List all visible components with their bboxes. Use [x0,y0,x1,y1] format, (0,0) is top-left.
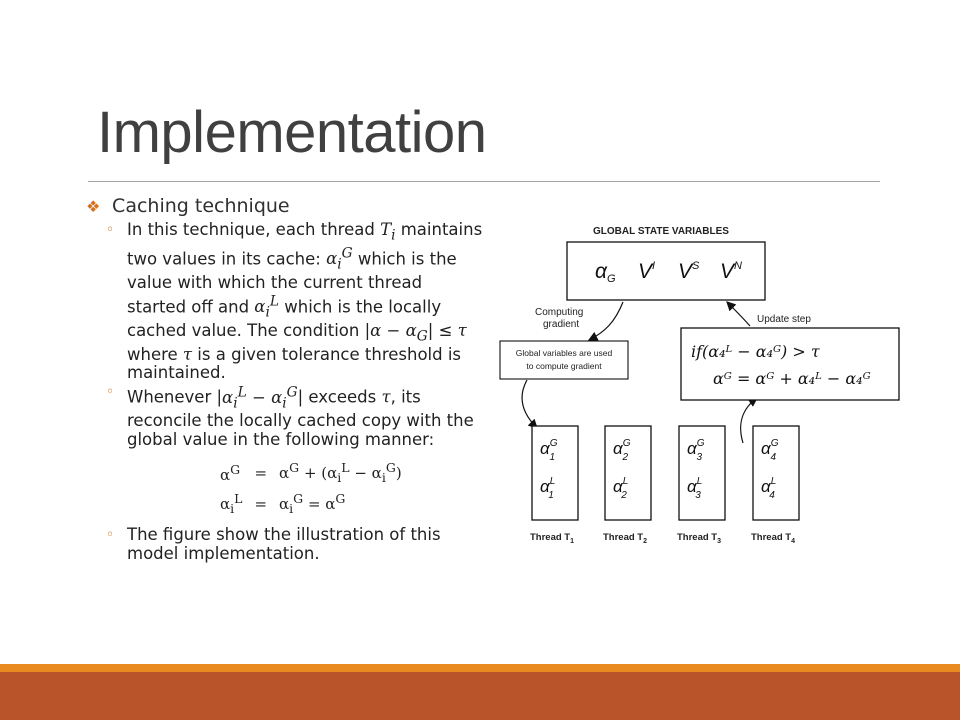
thread-1-alpha-g: $\alpha^G$ 1 [540,438,558,463]
eq2-lhs: $\alpha_i^L$ [220,491,243,516]
sub-bullet-2-text: Whenever $|\alpha_i^L - \alpha_i^G|$ exceeds τ, its reconcile the locally cached copy with the global value in the following manner: [127,384,474,449]
thread-4-alpha-g: $\alpha^G$ 4 [761,438,779,463]
gradient-info-line1: Global variables are used [515,348,613,358]
equation-row-1 [220,457,414,488]
update-rule-text: αᴳ = αᴳ + α₄ᴸ − α₄ᴳ [713,369,871,388]
thread-1 [532,426,578,520]
update-condition-text: if(α₄ᴸ − α₄ᴳ) > τ [691,342,820,361]
thread-3-alpha-g: $\alpha^G$ 3 [687,438,705,463]
thread-1-alpha-l: $\alpha^L$ 1 [540,476,556,501]
thread-3-alpha-l: $\alpha^L$ 3 [687,476,703,501]
computing-label-line2: gradient [543,319,580,330]
thread-2 [605,426,651,520]
sub-bullet-1-text: In this technique, each thread $T_i$ maintains two values in its cache: $\alpha_i^G$ which is the value with which the current thread started off and $\alpha_i^L$ which is the locally cached value. The condition $|\alpha - \alpha_G| \le \tau$ where τ is a given tolerance threshold is maintained. [127,220,483,383]
bullet-caching-technique [86,195,290,218]
reconcile-equations [220,457,414,519]
eq1-op: = [254,463,268,482]
equation-row-2 [220,488,414,519]
thread-2-label: Thread $T_2$ [603,532,648,545]
sub-bullet-3 [106,526,486,563]
bullet-text: Caching technique [112,195,290,217]
eq1-lhs: $\alpha^G$ [220,461,241,484]
thread-1-label: Thread $T_1$ [530,532,575,545]
circle-bullet-icon: ◦ [106,527,115,543]
update-step-arrow [727,302,750,326]
gradient-info-line2: to compute gradient [526,361,602,371]
update-condition-box [681,328,899,400]
eq2-op: = [254,494,268,513]
circle-bullet-icon: ◦ [106,384,115,400]
global-var-alpha-g: αG [595,260,616,285]
thread-3-label: Thread $T_3$ [677,532,722,545]
global-var-vi: $V^I$ [638,260,656,283]
thread-4 [753,426,799,520]
global-state-title: GLOBAL STATE VARIABLES [593,226,729,237]
slide-title: Implementation [97,100,487,165]
thread-2-alpha-l: $\alpha^L$ 2 [613,476,629,501]
global-var-vn: $V^N$ [720,260,742,283]
update-step-label: Update step [757,314,811,325]
thread-3 [679,426,725,520]
cache-model-figure [495,218,905,558]
gradient-to-thread-arrow [522,380,537,428]
sub-bullet-2 [106,383,486,449]
circle-bullet-icon: ◦ [106,222,115,238]
global-var-vs: $V^S$ [678,260,700,283]
footer-bar [0,672,960,720]
sub-bullet-3-text: The figure show the illustration of this model implementation. [127,525,441,563]
thread-4-alpha-l: $\alpha^L$ 4 [761,476,777,501]
title-divider [88,181,880,182]
eq1-rhs: $\alpha^G + (\alpha_i^L - \alpha_i^G)$ [279,460,402,485]
thread-2-alpha-g: $\alpha^G$ 2 [613,438,631,463]
computing-label-line1: Computing [535,307,584,318]
diamond-bullet-icon: ❖ [86,197,101,216]
footer-accent-bar [0,664,960,672]
thread-labels [530,532,795,545]
eq2-rhs: $\alpha_i^G = \alpha^G$ [279,491,346,516]
thread-4-label: Thread $T_4$ [751,532,796,545]
sub-bullet-1 [106,221,486,383]
gradient-info-box [500,341,628,379]
computing-gradient-arrow [589,302,623,340]
